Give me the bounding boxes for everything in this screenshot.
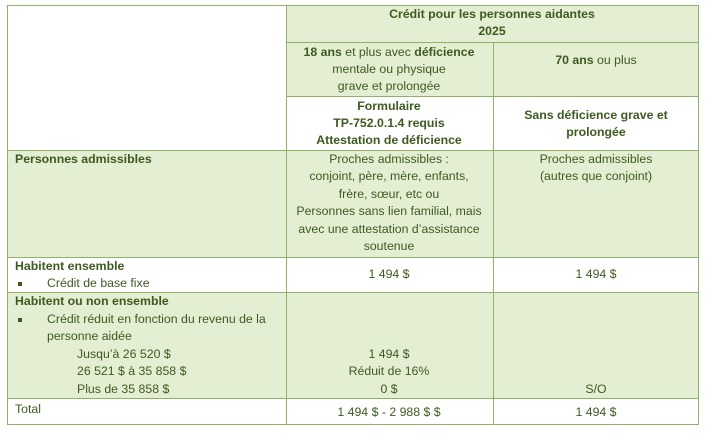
eligible-col1-l1: Proches admissibles : bbox=[329, 152, 449, 166]
eligible-col2-l1: Proches admissibles bbox=[539, 152, 653, 166]
header-col1-line1 bbox=[304, 44, 475, 62]
either-bullet bbox=[18, 318, 22, 322]
border-right bbox=[698, 5, 699, 425]
either-col1-l2: Réduit de 16% bbox=[348, 364, 430, 378]
either-bullet-line1: Crédit réduit en fonction du revenu de la bbox=[47, 312, 266, 326]
either-bullet-line2: personne aidée bbox=[47, 329, 132, 343]
form-col2-line2: prolongée bbox=[566, 125, 626, 139]
bracket-2: 26 521 $ à 35 858 $ bbox=[77, 364, 187, 378]
age-18: 18 ans bbox=[303, 45, 342, 59]
total-col2: 1 494 $ bbox=[575, 405, 617, 419]
age-70: 70 ans bbox=[555, 53, 594, 67]
either-label: Habitent ou non ensemble bbox=[15, 294, 169, 308]
eligible-label: Personnes admissibles bbox=[15, 152, 152, 166]
header-col1-line2: mentale ou physique bbox=[332, 62, 446, 76]
together-label: Habitent ensemble bbox=[15, 259, 125, 273]
header-col1-line3: grave et prolongée bbox=[337, 79, 441, 93]
together-bullet bbox=[18, 282, 22, 286]
border-col-sep2 bbox=[493, 42, 494, 425]
together-col1: 1 494 $ bbox=[368, 267, 410, 281]
total-col1: 1 494 $ - 2 988 $ $ bbox=[337, 405, 441, 419]
eligible-col1-l6: soutenue bbox=[363, 239, 415, 253]
eligible-col2-l2: (autres que conjoint) bbox=[539, 169, 653, 183]
header-col2-rest: ou plus bbox=[593, 53, 637, 67]
form-col1-line3: Attestation de déficience bbox=[316, 133, 462, 147]
together-bullet-text: Crédit de base fixe bbox=[47, 276, 150, 290]
header-col2-line1 bbox=[555, 52, 636, 70]
header-col1-mid: et plus avec bbox=[341, 45, 415, 59]
either-col1-l3: 0 $ bbox=[380, 382, 398, 396]
eligible-col1-l3: frère, sœur, etc ou bbox=[338, 187, 440, 201]
border-top bbox=[7, 5, 699, 6]
table-year: 2025 bbox=[478, 24, 506, 38]
eligible-col1-l5: avec une attestation d’assistance bbox=[298, 222, 480, 236]
total-label: Total bbox=[15, 402, 41, 416]
either-col1-l1: 1 494 $ bbox=[368, 347, 410, 361]
either-col2: S/O bbox=[585, 382, 607, 396]
deficience-bold: déficience bbox=[414, 45, 475, 59]
border-col-sep1 bbox=[286, 5, 287, 425]
border-bottom bbox=[7, 424, 699, 425]
eligible-col1-l2: conjoint, père, mère, enfants, bbox=[309, 169, 469, 183]
form-col2-line1: Sans déficience grave et bbox=[524, 108, 668, 122]
bracket-3: Plus de 35 858 $ bbox=[77, 382, 170, 396]
together-col2: 1 494 $ bbox=[575, 267, 617, 281]
bracket-1: Jusqu’à 26 520 $ bbox=[77, 347, 171, 361]
eligible-col1-l4: Personnes sans lien familial, mais bbox=[296, 204, 482, 218]
form-col1-line2: TP-752.0.1.4 requis bbox=[333, 116, 445, 130]
border-left bbox=[7, 5, 8, 425]
table-title: Crédit pour les personnes aidantes bbox=[389, 7, 595, 21]
form-col1-line1: Formulaire bbox=[357, 99, 421, 113]
